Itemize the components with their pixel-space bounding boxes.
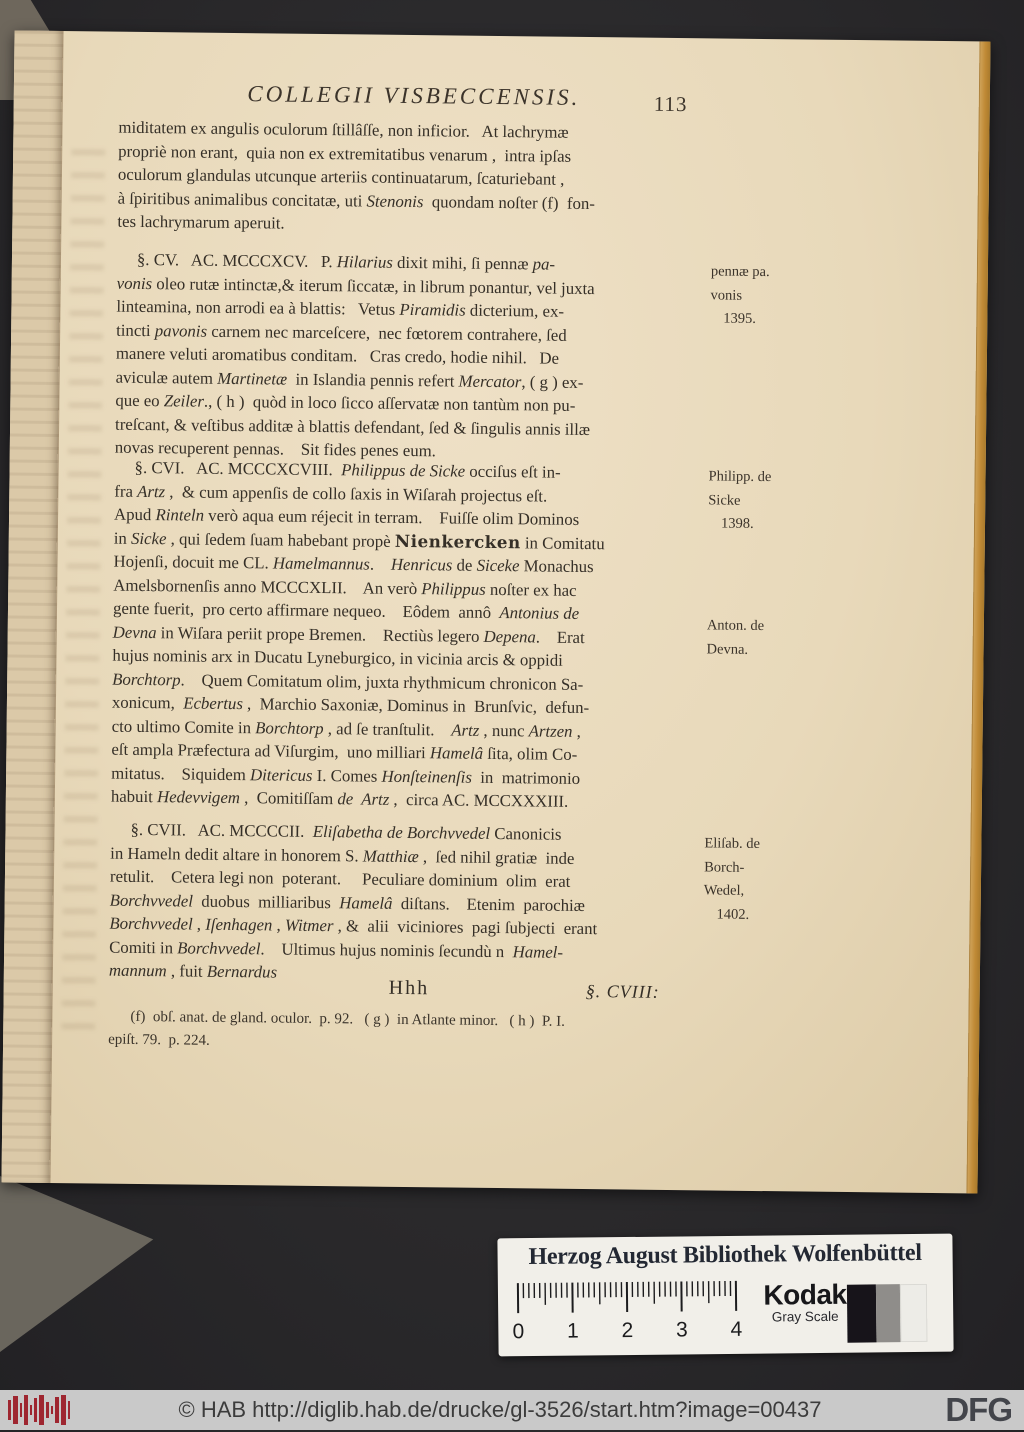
margin-note-line: vonis (710, 284, 810, 309)
gray-scale-label: Gray Scale (760, 1309, 850, 1326)
page-number: 113 (654, 92, 688, 117)
copyright-url: © HAB http://diglib.hab.de/drucke/gl-3526/start.htm?image=00437 (0, 1390, 1000, 1430)
text-line: que eo Zeiler., ( h ) quòd in loco ſicco aſſervatæ non tantùm non pu- (115, 389, 711, 419)
text-line: hujus nominis arx in Ducatu Lyneburgico, in vicinia arcis & oppidi (112, 644, 708, 674)
book-cover-corner-bottom (0, 1176, 158, 1352)
margin-note-line: Wedel, (704, 879, 804, 904)
kodak-wordmark: Kodak (760, 1281, 850, 1310)
margin-note-line: Borch- (704, 856, 804, 881)
ruler-ticks (510, 1280, 750, 1319)
ruler-number: 0 (512, 1320, 524, 1344)
margin-note-pennae (710, 260, 811, 332)
text-line: §. CVII. AC. MCCCCII. Eliſabetha de Borchvvedel Canonicis (110, 818, 706, 848)
margin-note-line: Devna. (706, 638, 806, 663)
margin-note-line: 1398. (708, 512, 808, 537)
text-line: à ſpiritibus animalibus concitatæ, uti Stenonis quondam noſter (f) fon- (118, 186, 714, 216)
text-line: miditatem ex angulis oculorum ſtillâſſe, non inficior. At lachrymæ (118, 116, 714, 146)
patch-white (900, 1284, 928, 1342)
text-line: aviculæ autem Martinetæ in Islandia pennis refert Mercator, ( g ) ex- (116, 365, 712, 395)
margin-note-anton (706, 614, 807, 662)
text-line: linteamina, non arrodi ea à blattis: Vetus Piramidis dicterium, ex- (116, 295, 712, 325)
text-line: eſt ampla Præfectura ad Viſurgim, uno milliari Hamelâ ſita, olim Co- (111, 738, 707, 768)
text-line: novas recuperent pennas. Sit fides penes eum. (115, 436, 711, 466)
text-line: cto ultimo Comite in Borchtorp , ad ſe tranſtulit. Artz , nunc Artzen , (112, 714, 708, 744)
text-line: §. CVI. AC. MCCCXCVIII. Philippus de Sicke occiſus eſt in- (114, 456, 710, 486)
text-line: gente fuerit, pro certo affirmare nequeo. Eôdem annô Antonius de (113, 597, 709, 627)
text-line: fra Artz , & cum appenſis de collo ſaxis in Wiſarah projectus eſt. (114, 479, 710, 509)
margin-note-line: pennæ pa. (711, 260, 811, 285)
footnotes (108, 1006, 728, 1059)
text-line: habuit Hedevvigem , Comitiſſam de Artz , circa AC. MCCXXXIII. (111, 785, 707, 815)
ruler-numbers (510, 1318, 750, 1347)
text-line: oculorum glandulas utcunque arteriis continuatarum, ſcaturiebant , (118, 163, 714, 193)
book-page (1, 31, 990, 1194)
text-line: xonicum, Ecbertus , Marchio Saxoniæ, Dominus in Brunſvic, defun- (112, 691, 708, 721)
text-line: Hojenſi, docuit me CL. Hamelmannus. Henricus de Siceke Monachus (113, 550, 709, 580)
text-line: tes lachrymarum aperuit. (117, 210, 713, 240)
quire-signature: Hhh (389, 977, 430, 1000)
text-line: manere veluti aromatibus conditam. Cras credo, hodie nihil. De (116, 342, 712, 372)
ruler-number: 4 (730, 1318, 742, 1342)
margin-note-elisab (703, 832, 804, 927)
gray-scale-patches (847, 1284, 928, 1343)
patch-gray (876, 1284, 901, 1342)
text-line: Borchvvedel duobus milliaribus Hamelâ diſtans. Etenim parochiæ (110, 888, 706, 918)
book-fore-edge (966, 41, 990, 1193)
text-line: vonis oleo rutæ intinctæ,& iterum ſiccatæ, in librum ponantur, vel juxta (117, 271, 713, 301)
section-cv (115, 248, 713, 466)
text-line: Borchvvedel , Iſenhagen , Witmer , & alii viciniores pagi ſubjecti erant (109, 912, 705, 942)
section-cvi (111, 456, 711, 815)
margin-note-line: Eliſab. de (704, 832, 804, 857)
text-line: §. CV. AC. MCCCXCV. P. Hilarius dixit mihi, ſi pennæ pa- (117, 248, 713, 278)
text-line: Devna in Wiſara periit prope Bremen. Rectiùs legero Depena. Erat (113, 620, 709, 650)
attribution-bar (0, 1390, 1024, 1430)
page-stack-edge (1, 31, 63, 1183)
show-through-texture (61, 149, 105, 1029)
margin-note-philipp (708, 465, 809, 537)
section-cvii (109, 818, 707, 989)
margin-note-line: Anton. de (707, 614, 807, 639)
text-line: retulit. Cetera legi non poterant. Peculiare dominium olim erat (110, 865, 706, 895)
library-name-label: Herzog August Bibliothek Wolfenbüttel (497, 1240, 952, 1272)
margin-note-line: Sicke (708, 489, 808, 514)
running-title: COLLEGII VISBECCENSIS. (114, 80, 714, 113)
ruler-number: 2 (621, 1319, 633, 1343)
kodak-gray-scale-label (497, 1234, 953, 1357)
margin-note-line: 1402. (703, 903, 803, 928)
text-line: propriè non erant, quia non ex extremitatibus venarum , intra ipſas (118, 139, 714, 169)
text-line: treſcant, & veſtibus additæ à blattis defendant, ſed & ſingulis annis illæ (115, 412, 711, 442)
patch-black (847, 1284, 877, 1342)
text-line: in Hameln dedit altare in honorem S. Matthiæ , ſed nihil gratiæ inde (110, 841, 706, 871)
text-line: Borchtorp. Quem Comitatum olim, juxta rhythmicum chronicon Sa- (112, 667, 708, 697)
paragraph-continuation (117, 116, 714, 240)
text-line: Apud Rinteln verò aqua eum réjecit in terram. Fuiſſe olim Dominos (114, 503, 710, 533)
text-line: Comiti in Borchvvedel. Ultimus hujus nominis ſecundù n Hamel- (109, 935, 705, 965)
text-line: mitatus. Siquidem Ditericus I. Comes Honſteinenſis in matrimonio (111, 761, 707, 791)
text-line: mannum , fuit Bernardus (109, 959, 705, 989)
dfg-logo: DFG (945, 1392, 1012, 1432)
ruler-number: 3 (676, 1318, 688, 1342)
text-line: in Sicke , qui ſedem ſuam habebant propè Nienkercken in Comitatu (114, 526, 710, 556)
footnote-line: epiſt. 79. p. 224. (108, 1029, 728, 1059)
text-line: Amelsbornenſis anno MCCCXLII. An verò Philippus noſter ex hac (113, 573, 709, 603)
margin-note-line: 1395. (710, 307, 810, 332)
ruler-number: 1 (567, 1320, 579, 1344)
kodak-brand (760, 1281, 850, 1326)
text-line: tincti pavonis carnem nec marceſcere, nec fœtorem contrahere, ſed (116, 318, 712, 348)
margin-note-line: Philipp. de (708, 465, 808, 490)
catchword: §. CVIII: (586, 981, 660, 1003)
footnote-line: (f) obſ. anat. de gland. oculor. p. 92. ( g ) in Atlante minor. ( h ) P. I. (108, 1006, 728, 1036)
